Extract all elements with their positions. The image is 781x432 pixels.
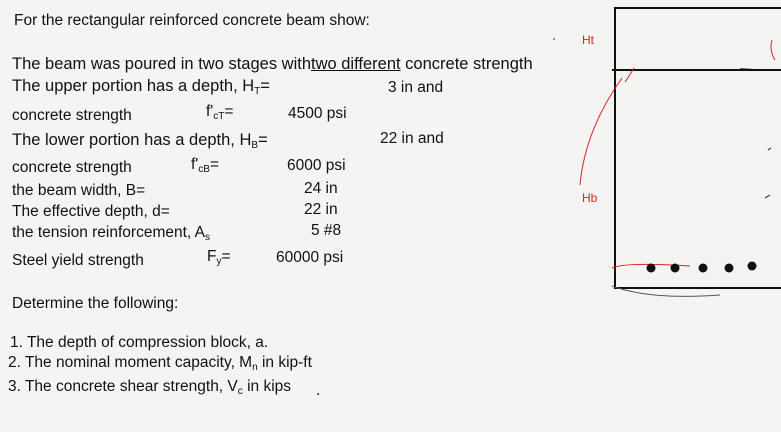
fct-label: concrete strength bbox=[12, 107, 132, 124]
question-1: 1. The depth of compression block, a. bbox=[10, 334, 269, 351]
tension-sub: s bbox=[205, 232, 211, 243]
intro-text-a: The beam was poured in two stages with bbox=[12, 55, 311, 73]
intro-emphasis: two different bbox=[311, 55, 401, 73]
fcb-eq: = bbox=[209, 156, 219, 173]
fcb-sub: cB bbox=[198, 164, 210, 175]
fcb-sym: f' bbox=[191, 156, 199, 173]
fct-eq: = bbox=[224, 103, 234, 120]
q2-text: 2. The nominal moment capacity, M bbox=[8, 354, 253, 371]
fcb-label: concrete strength bbox=[12, 159, 132, 176]
fy-label: Steel yield strength bbox=[12, 252, 144, 269]
fcb-value: 6000 psi bbox=[287, 157, 346, 174]
q3-text: 3. The concrete shear strength, V bbox=[8, 378, 238, 395]
fy-sub: y bbox=[216, 256, 222, 267]
lower-depth-text: The lower portion has a depth, H bbox=[12, 131, 252, 149]
rebar-1 bbox=[647, 264, 656, 273]
ht-dimension-stroke bbox=[771, 40, 775, 60]
upper-depth-eq: = bbox=[260, 77, 270, 95]
q3-text-b: in kips bbox=[242, 378, 292, 395]
question-3-dot: . bbox=[316, 382, 321, 399]
upper-depth-value: 3 in and bbox=[388, 79, 444, 96]
fct-sub: cT bbox=[213, 111, 225, 122]
right-tick-1 bbox=[768, 148, 771, 150]
width-label: the beam width, B= bbox=[12, 182, 146, 199]
intro-text-c: concrete strength bbox=[400, 55, 533, 73]
lower-depth-value: 22 in and bbox=[380, 130, 444, 147]
lower-depth-eq: = bbox=[258, 131, 268, 149]
lower-depth-sub: B bbox=[251, 140, 259, 151]
hb-label: Hb bbox=[582, 191, 598, 205]
tension-value: 5 #8 bbox=[311, 222, 342, 239]
q3-sub: c bbox=[237, 386, 243, 397]
width-value: 24 in bbox=[304, 180, 338, 197]
rebar-3 bbox=[699, 264, 708, 273]
q2-sub: n bbox=[252, 362, 258, 373]
fy-value: 60000 psi bbox=[276, 249, 344, 266]
questions-heading: Determine the following: bbox=[12, 295, 179, 312]
fct-value: 4500 psi bbox=[288, 105, 347, 122]
tension-text: the tension reinforcement, A bbox=[12, 224, 206, 241]
upper-depth-sub: T bbox=[254, 86, 261, 97]
fct-sym: f' bbox=[206, 103, 214, 120]
rebar-5 bbox=[748, 262, 757, 271]
beam-outline bbox=[615, 8, 781, 288]
upper-depth-text: The upper portion has a depth, H bbox=[12, 77, 255, 95]
ht-label: Ht bbox=[582, 33, 594, 47]
interface-dash bbox=[740, 69, 760, 70]
left-dot bbox=[553, 38, 555, 40]
depth-label: The effective depth, d= bbox=[12, 203, 170, 220]
right-tick-2 bbox=[765, 195, 770, 198]
fy-sym: F bbox=[207, 248, 217, 265]
rebar-4 bbox=[725, 264, 734, 273]
problem-title: For the rectangular reinforced concrete beam show: bbox=[14, 12, 370, 29]
rebar-2 bbox=[671, 264, 680, 273]
depth-value: 22 in bbox=[304, 201, 338, 218]
q2-text-b: in kip-ft bbox=[257, 354, 312, 371]
fy-eq: = bbox=[221, 248, 231, 265]
